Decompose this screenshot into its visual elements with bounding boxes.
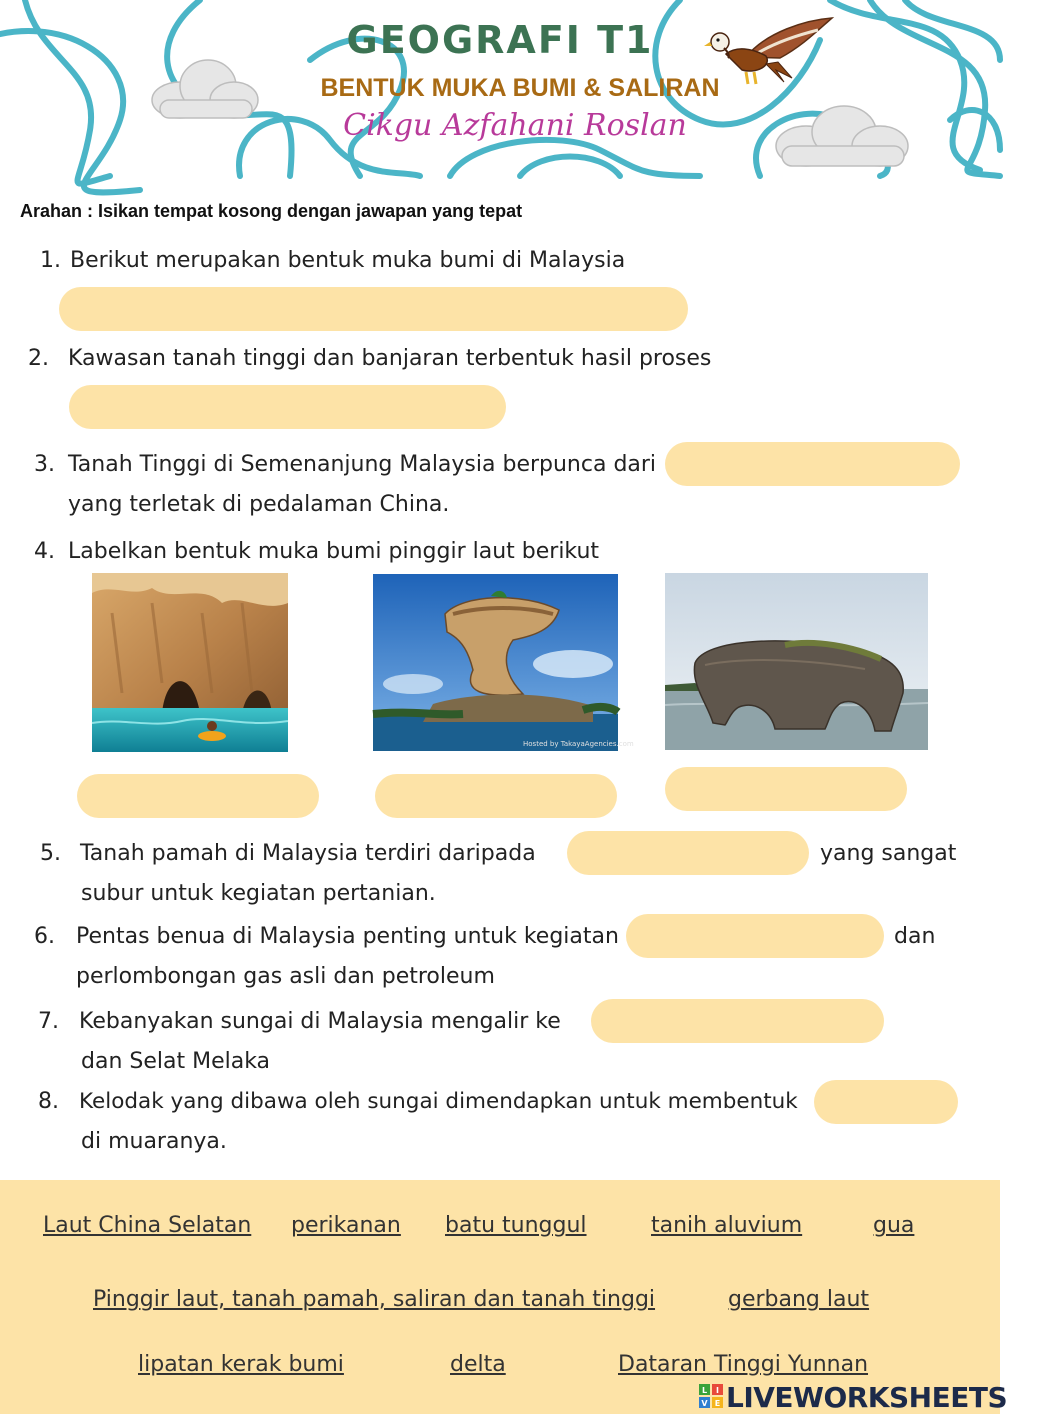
question-text: Tanah Tinggi di Semenanjung Malaysia berpunca dari [68, 452, 657, 477]
question-number: 1. [40, 248, 61, 273]
instruction-text: Arahan : Isikan tempat kosong dengan jawapan yang tepat [20, 201, 523, 221]
answer-blank-q1[interactable] [59, 287, 688, 331]
word-bank-option[interactable]: perikanan [291, 1213, 401, 1238]
question-text: Berikut merupakan bentuk muka bumi di Malaysia [70, 248, 626, 273]
question-text-continued: subur untuk kegiatan pertanian. [81, 881, 436, 906]
question-text: Labelkan bentuk muka bumi pinggir laut berikut [68, 539, 600, 564]
logo-letter: L [701, 1386, 708, 1395]
word-bank-option[interactable]: batu tunggul [445, 1213, 587, 1238]
question-number: 8. [38, 1089, 59, 1114]
question-text-continued: perlombongan gas asli dan petroleum [76, 964, 495, 989]
question-text-after: yang sangat [820, 841, 957, 866]
liveworksheets-logo-icon [699, 1384, 723, 1408]
logo-letter: E [714, 1399, 721, 1408]
sea-cave-photo [92, 573, 288, 752]
page-subtitle: BENTUK MUKA BUMI & SALIRAN [320, 74, 720, 102]
author-name: Cikgu Azfahani Roslan [343, 108, 687, 143]
answer-blank-q7[interactable] [591, 999, 884, 1043]
question-text: Tanah pamah di Malaysia terdiri daripada [80, 841, 536, 866]
question-text-continued: di muaranya. [81, 1129, 227, 1154]
logo-letter: V [701, 1399, 708, 1408]
word-bank-option[interactable]: delta [450, 1352, 506, 1377]
question-text: Pentas benua di Malaysia penting untuk kegiatan [76, 924, 619, 949]
word-bank-option[interactable]: gerbang laut [728, 1287, 870, 1312]
word-bank-option[interactable]: lipatan kerak bumi [138, 1352, 344, 1377]
photo-watermark: Hosted by TakayaAgencies.com [523, 740, 634, 748]
answer-blank-q4c[interactable] [665, 767, 907, 811]
word-bank-option[interactable]: Laut China Selatan [43, 1213, 252, 1238]
question-number: 5. [40, 841, 61, 866]
word-bank-option[interactable]: Dataran Tinggi Yunnan [618, 1352, 869, 1377]
answer-blank-q3[interactable] [665, 442, 960, 486]
question-number: 4. [34, 539, 55, 564]
question-text: Kawasan tanah tinggi dan banjaran terbentuk hasil proses [68, 346, 712, 371]
word-bank-option[interactable]: tanih aluvium [651, 1213, 803, 1238]
answer-blank-q6[interactable] [626, 914, 884, 958]
question-text: Kebanyakan sungai di Malaysia mengalir ke [79, 1009, 561, 1034]
answer-blank-q5[interactable] [567, 831, 809, 875]
question-text-after: dan [894, 924, 936, 949]
sea-stack-photo [373, 574, 634, 751]
answer-blank-q4b[interactable] [375, 774, 617, 818]
sea-arch-photo [665, 573, 928, 750]
answer-blank-q4a[interactable] [77, 774, 319, 818]
question-number: 7. [38, 1009, 59, 1034]
question-number: 2. [28, 346, 49, 371]
liveworksheets-brand: LIVEWORKSHEETS [726, 1381, 1008, 1414]
question-text: Kelodak yang dibawa oleh sungai dimendapkan untuk membentuk [79, 1089, 798, 1114]
answer-blank-q8[interactable] [814, 1080, 958, 1124]
answer-blank-q2[interactable] [69, 385, 506, 429]
question-number: 6. [34, 924, 55, 949]
logo-letter: I [716, 1386, 719, 1395]
page-title: GEOGRAFI T1 [346, 18, 654, 62]
word-bank-option[interactable]: Pinggir laut, tanah pamah, saliran dan tanah tinggi [93, 1287, 656, 1312]
word-bank-option[interactable]: gua [873, 1213, 915, 1238]
question-number: 3. [34, 452, 55, 477]
question-text-continued: yang terletak di pedalaman China. [68, 492, 450, 517]
question-text-continued: dan Selat Melaka [81, 1049, 271, 1074]
